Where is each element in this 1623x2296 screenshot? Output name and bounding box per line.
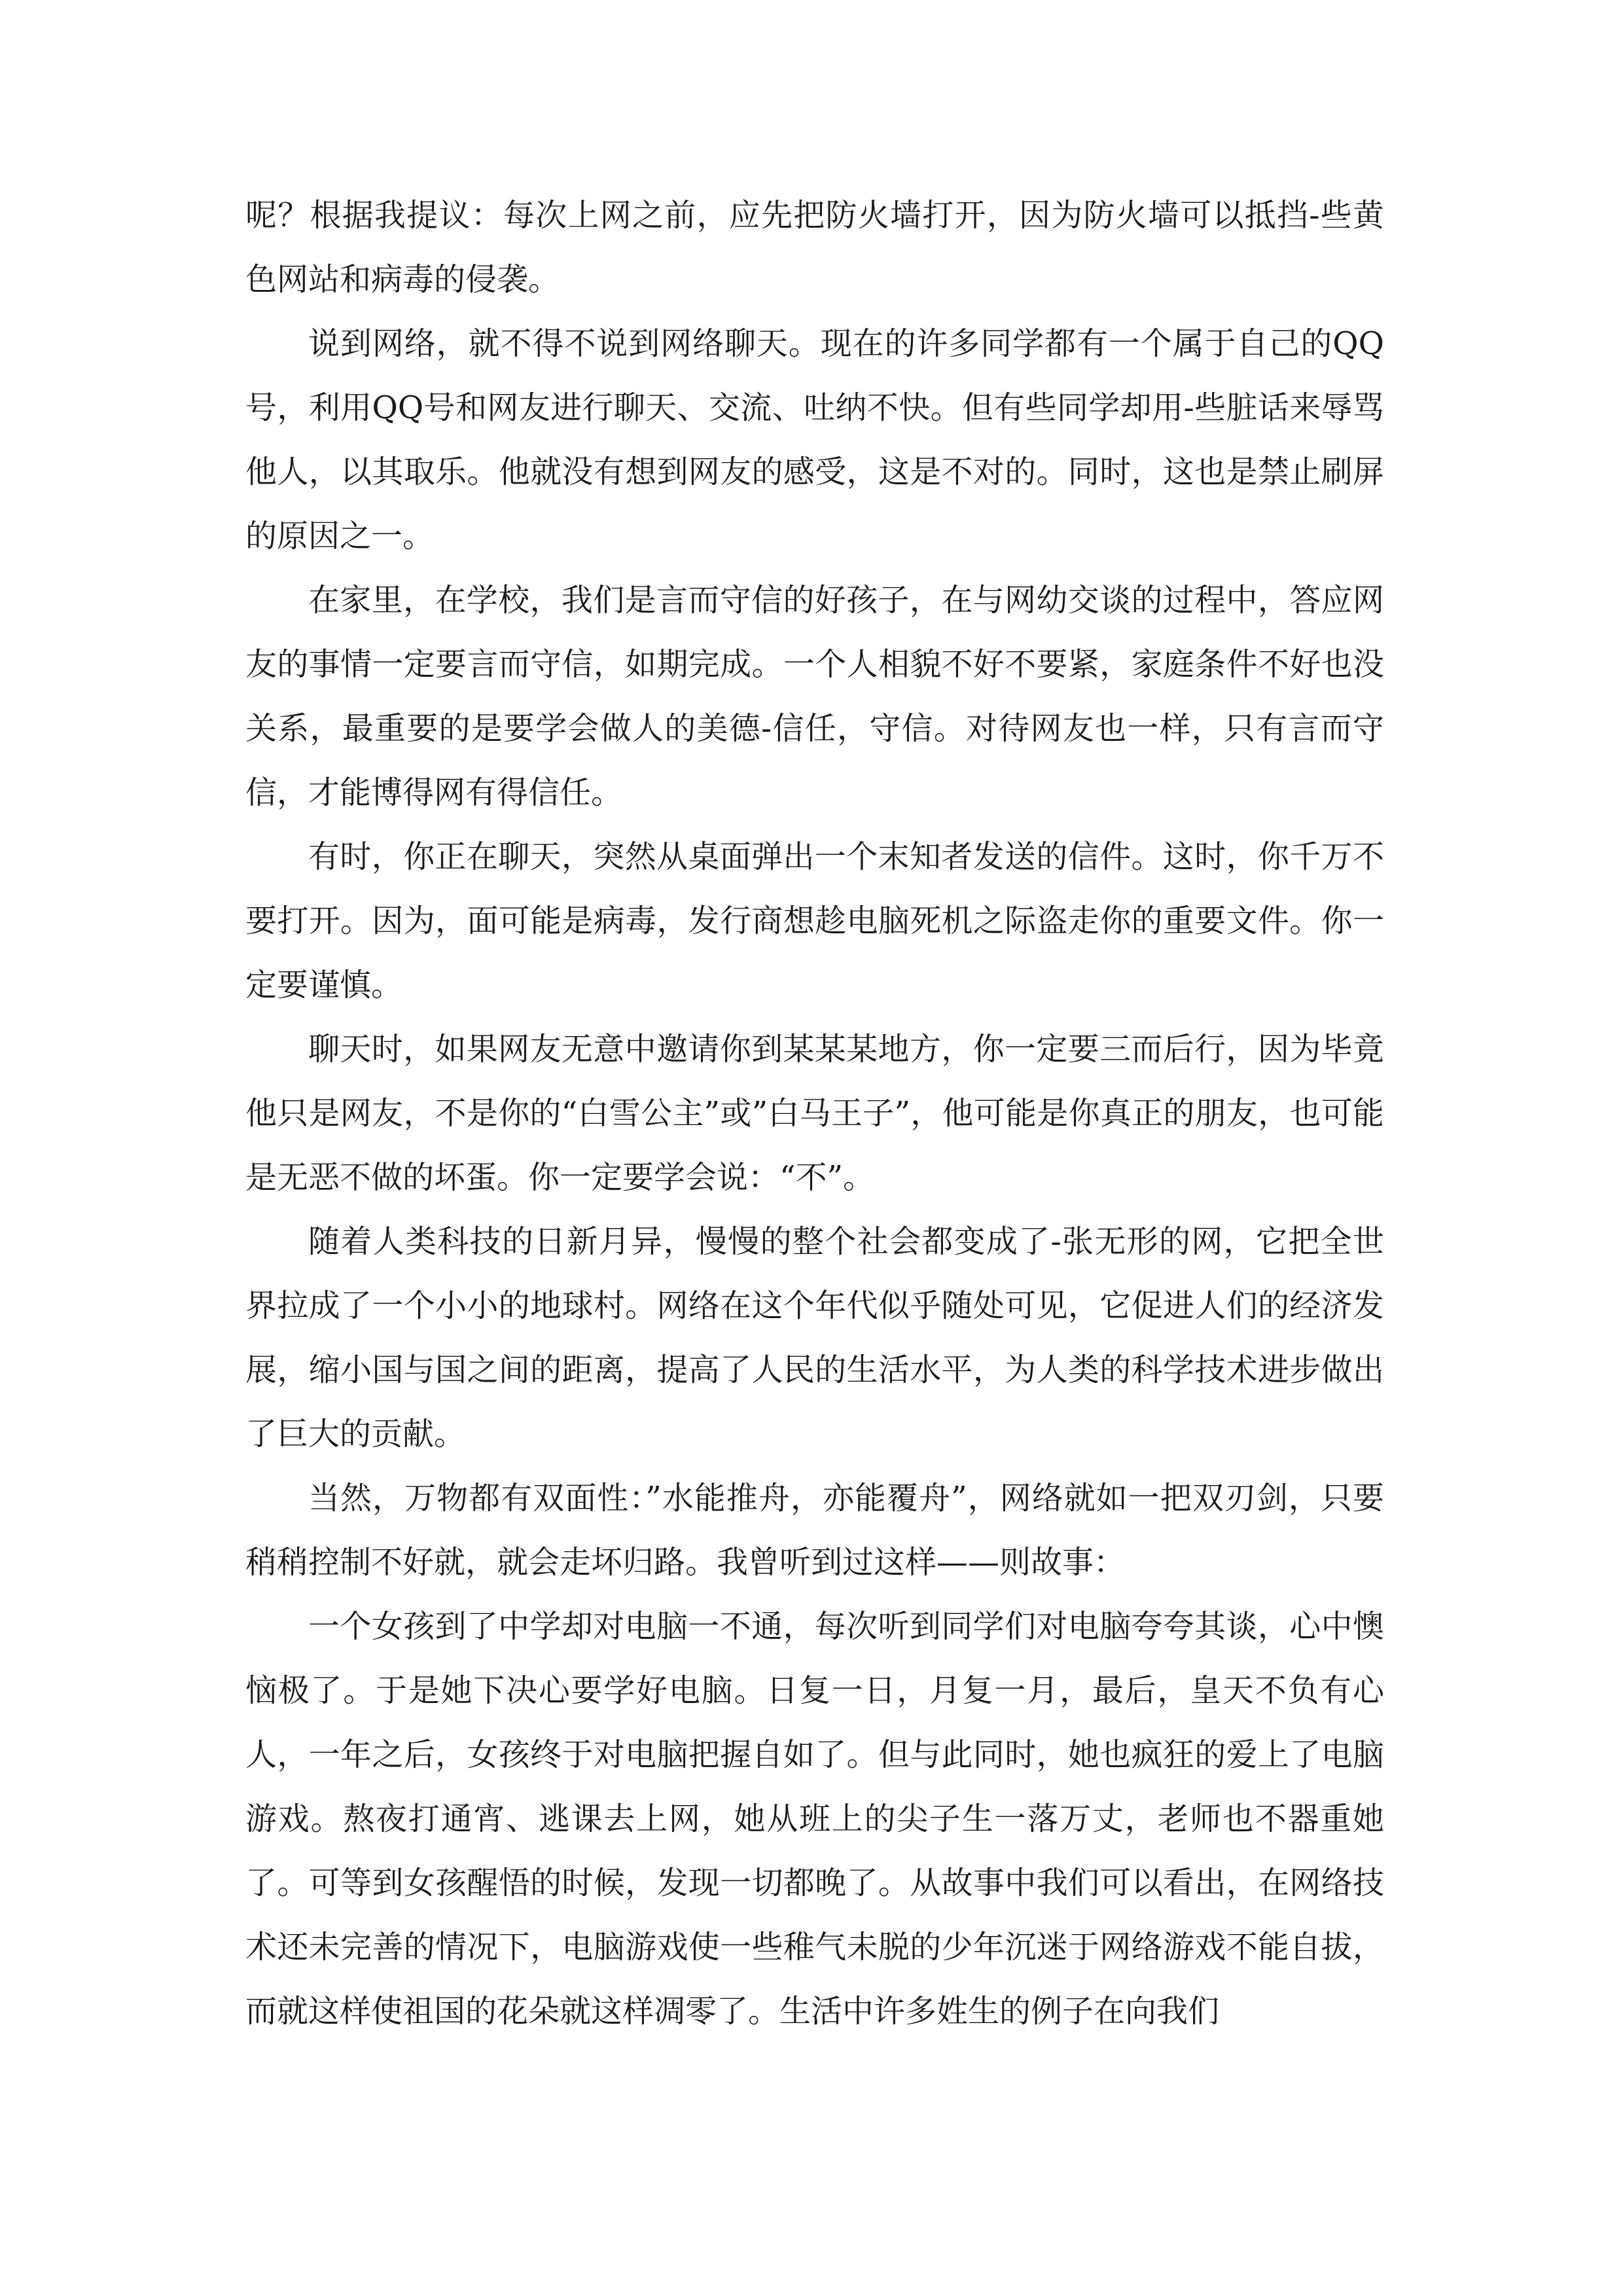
paragraph-firewall: 呢？根据我提议：每次上网之前，应先把防火墙打开，因为防火墙可以抵挡-些黄色网站和病毒的侵袭。 <box>245 197 1384 298</box>
paragraph-unknown-mail: 有时，你正在聊天，突然从桌面弹出一个末知者发送的信件。这时，你千万不要打开。因为，面可能是病毒，发行商想趁电脑死机之际盗走你的重要文件。你一定要谨慎。 <box>245 838 1384 1003</box>
document-body <box>245 183 1384 2043</box>
paragraph-girl-story: 一个女孩到了中学却对电脑一不通，每次听到同学们对电脑夸夸其谈，心中懊恼极了。于是她下决心要学好电脑。日复一日，月复一月，最后，皇天不负有心人，一年之后，女孩终于对电脑把握自如了。但与此同时，她也疯狂的爱上了电脑游戏。熬夜打通宵、逃课去上网，她从班上的尖子生一落万丈，老师也不器重她了。可等到女孩醒悟的时候，发现一切都晚了。从故事中我们可以看出，在网络技术还未完善的情况下，电脑游戏使一些稚气未脱的少年沉迷于网络游戏不能自拔，而就这样使祖国的花朵就这样凋零了。生活中许多姓生的例子在向我们 <box>245 1608 1384 2030</box>
paragraph-keep-promises: 在家里，在学校，我们是言而守信的好孩子，在与网幼交谈的过程中，答应网友的事情一定要言而守信，如期完成。一个人相貌不好不要紧，家庭条件不好也没关系，最重要的是要学会做人的美德-信任，守信。对待网友也一样，只有言而守信，才能博得网有得信任。 <box>245 582 1384 811</box>
paragraph-online-chat: 说到网络，就不得不说到网络聊天。现在的许多同学都有一个属于自己的QQ号，利用QQ号和网友进行聊天、交流、吐纳不快。但有些同学却用-些脏话来辱骂他人，以其取乐。他就没有想到网友的感受，这是不对的。同时，这也是禁止刷屏的原因之一。 <box>245 325 1384 554</box>
paragraph-invitation: 聊天时，如果网友无意中邀请你到某某某地方，你一定要三而后行，因为毕竟他只是网友，不是你的“白雪公主”或”白马王子”，他可能是你真正的朋友，也可能是无恶不做的坏蛋。你一定要学会说：“不”。 <box>245 1031 1384 1196</box>
paragraph-double-edged: 当然，万物都有双面性：”水能推舟，亦能覆舟”，网络就如一把双刃剑，只要稍稍控制不好就，就会走坏归路。我曾听到过这样——则故事： <box>245 1480 1384 1581</box>
paragraph-technology: 随着人类科技的日新月异，慢慢的整个社会都变成了-张无形的网，它把全世界拉成了一个小小的地球村。网络在这个年代似乎随处可见，它促进人们的经济发展，缩小国与国之间的距离，提高了人民的生活水平，为人类的科学技术进步做出了巨大的贡献。 <box>245 1223 1384 1452</box>
